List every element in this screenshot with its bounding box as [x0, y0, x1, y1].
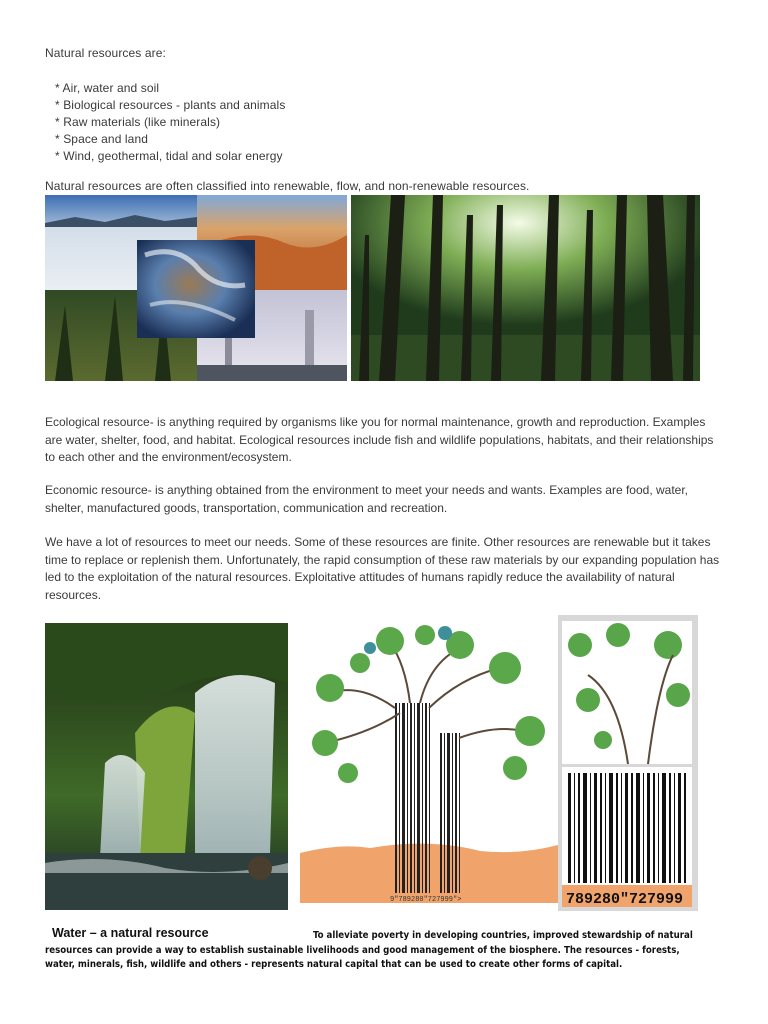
water-caption-title: Water – a natural resource: [52, 926, 209, 940]
barcode-tree-illustration: [300, 623, 558, 903]
barcode-large-number: 789280"727999: [566, 891, 684, 908]
intro-heading: Natural resources are:: [45, 46, 166, 60]
resource-needs-paragraph: [45, 534, 725, 604]
resource-needs-text: We have a lot of resources to meet our needs. Some of these resources are finite. Other resources are renewable but it takes time to replace or replenish them. Unfortunately, the rapid consumption of these raw materials by our expanding population has led to the exploitation of the natural resources. Exploitative attitudes of humans rapidly reduce the availability of natural resources.: [45, 535, 720, 602]
bullet-item: * Space and land: [55, 132, 149, 146]
economic-resource-paragraph: [45, 482, 725, 517]
ecological-resource-text: Ecological resource- is anything required by organisms like you for normal maintenance, growth and reproduction. Examples are water, shelter, food, and habitat. Ecological resources include fish and wildlife populations, habitats, and their relationships to each other and the environment/ecosystem.: [45, 415, 714, 464]
bullet-item: * Wind, geothermal, tidal and solar energy: [55, 149, 283, 163]
stewardship-caption-text: To alleviate poverty in developing countries, improved stewardship of natural resources can provide a way to establish sustainable livelihoods and good management of the biosphere. The resources - forests, water, minerals, fish, wildlife and others - represents natural capital that can be used to create other forms of capital.: [45, 930, 693, 970]
waterfall-image: [45, 623, 288, 910]
natural-resources-collage-image: [45, 195, 347, 381]
economic-resource-text: Economic resource- is anything obtained from the environment to meet your needs and wants. Examples are food, water, shelter, manufactured goods, transportation, communication and recreation.: [45, 483, 689, 515]
barcode-product-image: [558, 615, 698, 911]
bullet-item: * Raw materials (like minerals): [55, 115, 221, 129]
barcode-small-number: 9"789280"727999">: [390, 896, 462, 903]
bullet-item: * Air, water and soil: [55, 81, 160, 95]
ecological-resource-paragraph: [45, 414, 725, 467]
classification-text: Natural resources are often classified into renewable, flow, and non-renewable resources.: [45, 179, 530, 193]
stewardship-caption: [45, 929, 705, 973]
forest-image: [351, 195, 700, 381]
bullet-item: * Biological resources - plants and animals: [55, 98, 286, 112]
